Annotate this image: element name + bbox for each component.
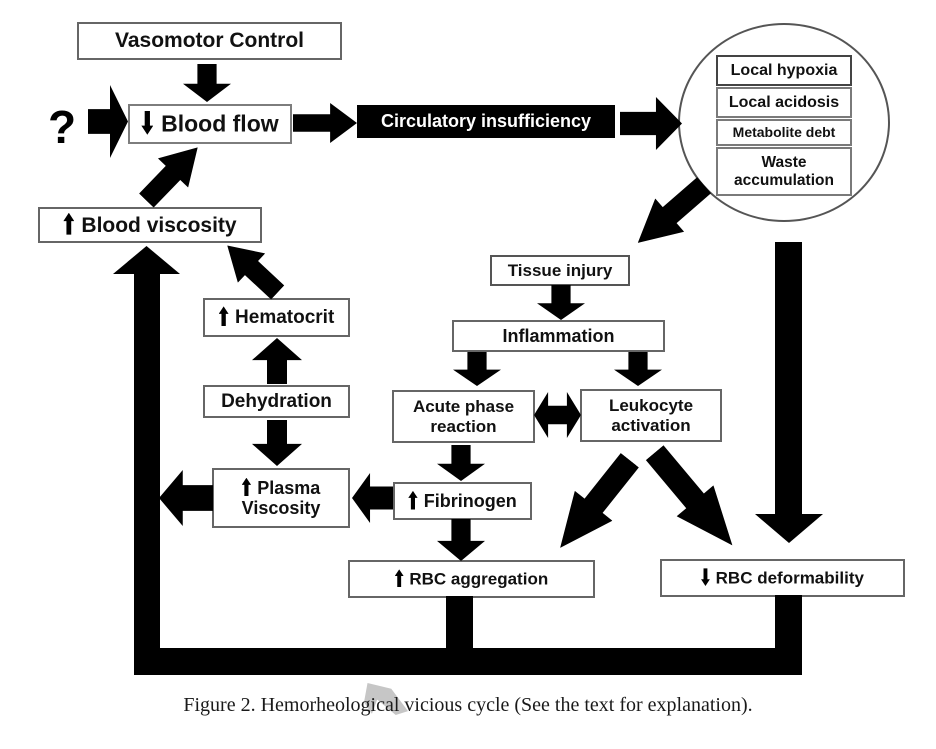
node-label: Leukocyte activation	[608, 396, 694, 435]
node-label: Vasomotor Control	[114, 29, 304, 53]
node-rbc-deformability	[660, 559, 905, 597]
node-local-hypoxia	[716, 55, 852, 86]
node-label: Blood flow	[161, 110, 279, 137]
feedback-left-shaft	[134, 272, 160, 675]
node-label: RBC aggregation	[409, 569, 549, 589]
arrow-circle-to-deformability-head	[755, 514, 823, 543]
arrow-fibrinogen-to-plasma	[352, 473, 393, 523]
arrow-leukocyte-to-deformability	[636, 437, 751, 561]
arrow-acutephase-to-fibrinogen	[437, 445, 485, 481]
node-circulatory-insufficiency	[357, 105, 615, 138]
arrow-bloodflow-to-circulatory	[293, 103, 357, 143]
arrow-plasma-to-feedback-bar	[159, 470, 213, 526]
arrow-feedback-to-viscosity-head	[113, 246, 180, 274]
node-inflammation	[452, 320, 665, 352]
node-waste-accumulation	[716, 147, 852, 196]
arrow-question-to-bloodflow	[88, 85, 128, 158]
node-local-acidosis	[716, 87, 852, 118]
question-mark: ?	[48, 101, 77, 153]
node-label: Dehydration	[221, 390, 332, 412]
up-arrow-icon	[219, 306, 229, 326]
node-fibrinogen	[393, 482, 532, 520]
up-arrow-icon	[242, 478, 251, 497]
arrow-tissueinjury-to-inflammation	[537, 285, 585, 320]
arrow-viscosity-to-bloodflow	[131, 133, 213, 215]
node-plasma-viscosity	[212, 468, 350, 528]
arrow-circulatory-to-circle	[620, 97, 682, 150]
up-arrow-icon	[63, 213, 74, 235]
node-dehydration	[203, 385, 350, 418]
node-leukocyte-activation	[580, 389, 722, 442]
node-label: RBC deformability	[715, 568, 864, 588]
node-label: Fibrinogen	[423, 491, 517, 512]
arrow-inflammation-to-acutephase	[453, 352, 501, 386]
up-arrow-icon	[408, 491, 417, 510]
node-label: Inflammation	[502, 325, 615, 346]
node-label: Local acidosis	[728, 93, 840, 111]
down-arrow-icon	[701, 568, 710, 586]
node-label: Acute phase reaction	[412, 397, 515, 436]
feedback-bottom-bar	[134, 648, 801, 675]
node-label: Plasma Viscosity	[241, 477, 321, 519]
node-label: Tissue injury	[507, 260, 613, 280]
node-tissue-injury	[490, 255, 630, 286]
node-label: Blood viscosity	[81, 213, 237, 237]
arrow-dehydration-to-plasma	[252, 420, 302, 466]
node-blood-viscosity	[38, 207, 262, 243]
node-acute-phase-reaction	[392, 390, 535, 443]
node-label: Waste accumulation	[734, 154, 834, 189]
arrow-dehydration-to-hematocrit	[252, 338, 302, 384]
node-vasomotor-control	[77, 22, 342, 60]
arrow-fibrinogen-to-aggregation	[437, 519, 485, 561]
arrow-vasomotor-to-bloodflow	[183, 64, 231, 102]
node-label: Circulatory insufficiency	[380, 111, 592, 132]
arrow-circle-to-deformability-shaft	[775, 242, 802, 516]
up-arrow-icon	[395, 569, 404, 587]
node-label: Hematocrit	[235, 307, 335, 329]
arrow-acutephase-leukocyte-double	[534, 392, 581, 438]
node-rbc-aggregation	[348, 560, 595, 598]
aggregation-feedback-shaft	[446, 596, 473, 650]
node-blood-flow	[128, 104, 292, 144]
deformability-feedback-shaft	[775, 595, 802, 675]
arrow-leukocyte-to-aggregation	[541, 445, 648, 563]
node-metabolite-debt	[716, 119, 852, 146]
node-label: Local hypoxia	[730, 61, 838, 79]
node-hematocrit	[203, 298, 350, 337]
arrow-inflammation-to-leukocyte	[614, 352, 662, 386]
figure-caption: Figure 2. Hemorheological vicious cycle (See the text for explanation).	[183, 694, 753, 716]
down-arrow-icon	[141, 111, 153, 135]
node-label: Metabolite debt	[732, 123, 836, 140]
